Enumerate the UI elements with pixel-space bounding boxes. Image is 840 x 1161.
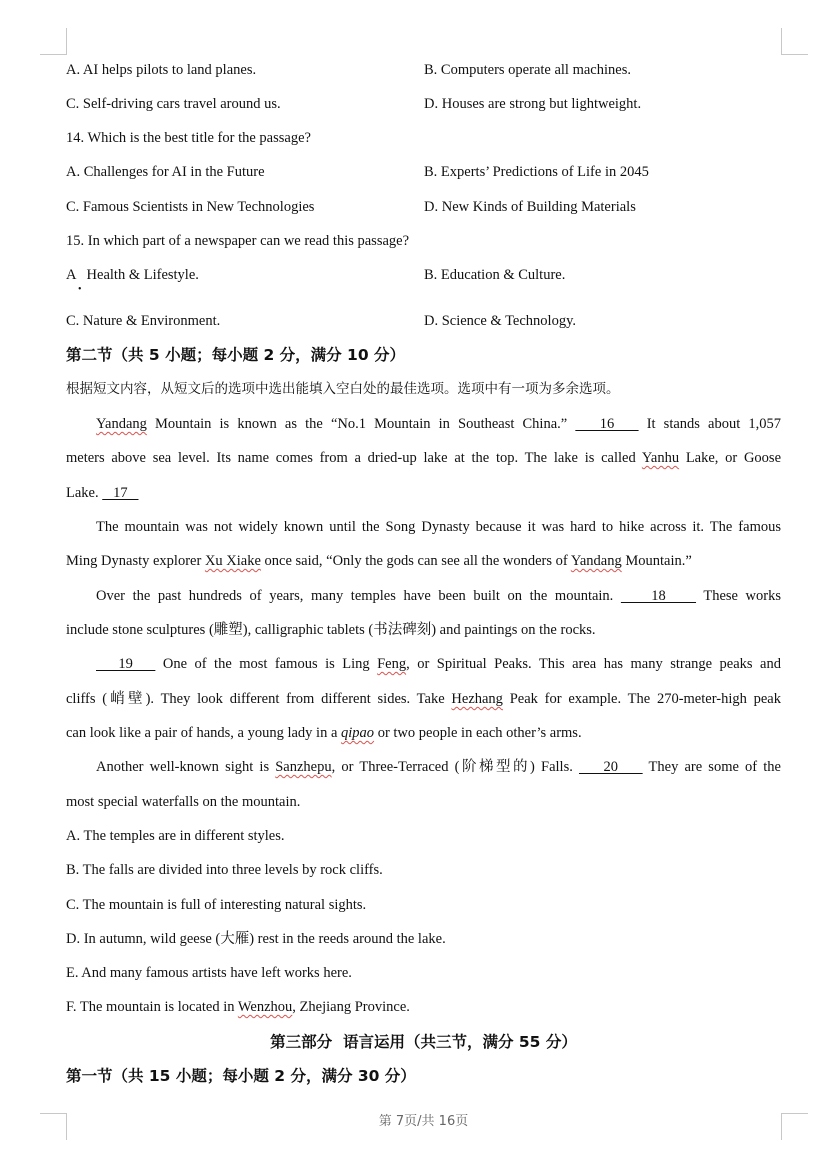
q13-option-c: C. Self-driving cars travel around us.: [66, 96, 281, 112]
blank-19[interactable]: 19: [96, 656, 156, 672]
text: Mountain.”: [621, 553, 692, 569]
passage-p1-line2: [66, 449, 781, 467]
text: , or Three-Terraced (阶梯型的) Falls.: [331, 759, 579, 775]
text: It stands about 1,057: [638, 416, 782, 432]
text: Over the past hundreds of years, many temples have been built on the mountain.: [96, 588, 621, 604]
text: , or Spiritual Peaks. This area has many strange peaks and: [406, 656, 781, 672]
text: One of the most famous is Ling: [155, 656, 378, 672]
text: cliffs (峭壁). They look different from different sides. Take: [66, 691, 452, 707]
passage-p2-line2: [66, 552, 692, 570]
text: F. The mountain is located in: [66, 999, 238, 1015]
passage-p1-line1: [96, 415, 781, 433]
passage-p4-line3: [66, 724, 582, 742]
q15-option-d: D. Science & Technology.: [424, 313, 577, 329]
passage-p1-line3: [66, 484, 138, 502]
option-a: A. The temples are in different styles.: [66, 828, 285, 844]
option-c: C. The mountain is full of interesting natural sights.: [66, 897, 367, 913]
q14-stem: 14. Which is the best title for the passage?: [66, 130, 311, 146]
text: or two people in each other’s arms.: [374, 725, 582, 741]
crop-mark-bottom-left: [40, 1113, 67, 1140]
q14-option-d: D. New Kinds of Building Materials: [424, 199, 636, 215]
q15-option-b: B. Education & Culture.: [424, 267, 566, 283]
word-yandang: Yandang: [96, 416, 147, 432]
q13-option-a: A. AI helps pilots to land planes.: [66, 62, 257, 78]
word-wenzhou: Wenzhou: [237, 999, 293, 1015]
text: Mountain is known as the “No.1 Mountain in Southeast China.”: [146, 416, 576, 432]
crop-mark-top-right: [781, 28, 808, 55]
crop-mark-top-left: [40, 28, 67, 55]
word-feng: Feng: [377, 656, 407, 672]
text: Peak for example. The 270-meter-high peak: [502, 691, 781, 707]
part3-heading: 第三部分 语言运用（共三节，满分 55 分）: [270, 1033, 577, 1051]
section2-instruction: 根据短文内容，从短文后的选项中选出能填入空白处的最佳选项。选项中有一项为多余选项。: [66, 381, 620, 397]
option-e: E. And many famous artists have left works here.: [66, 965, 352, 981]
text: , Zhejiang Province.: [292, 999, 410, 1015]
word-xu-xiake: Xu Xiake: [204, 553, 261, 569]
text: Another well-known sight is: [96, 759, 276, 775]
passage-p3-line2: include stone sculptures (雕塑), calligraphic tablets (书法碑刻) and paintings on the rocks.: [66, 622, 596, 638]
word-yandang: Yandang: [570, 553, 622, 569]
passage-p5-line1: [96, 758, 781, 776]
passage-p4-line2: [66, 690, 781, 708]
q13-option-b: B. Computers operate all machines.: [424, 62, 631, 78]
passage-p4-line1: [96, 655, 781, 673]
crop-mark-bottom-right: [781, 1113, 808, 1140]
word-qipao: qipao: [341, 725, 375, 741]
section2-heading: 第二节（共 5 小题；每小题 2 分，满分 10 分）: [66, 346, 406, 364]
text: They are some of the: [642, 759, 781, 775]
text: meters above sea level. Its name comes from a dried-up lake at the top. The lake is called: [66, 450, 642, 466]
blank-17[interactable]: 17: [102, 485, 139, 501]
part3-section1-heading: 第一节（共 15 小题；每小题 2 分，满分 30 分）: [66, 1067, 416, 1085]
q14-option-c: C. Famous Scientists in New Technologies: [66, 199, 315, 215]
passage-p5-line2: most special waterfalls on the mountain.: [66, 794, 301, 810]
text: once said, “Only the gods can see all the wonders of: [260, 553, 571, 569]
q15-option-a: A Health & Lifestyle.: [66, 267, 199, 283]
blank-18[interactable]: 18: [620, 588, 697, 604]
q15-stem: 15. In which part of a newspaper can we read this passage?: [66, 233, 410, 249]
word-yanhu: Yanhu: [641, 450, 680, 466]
text: Lake.: [66, 485, 103, 501]
text: These works: [696, 588, 781, 604]
word-sanzhepu: Sanzhepu: [275, 759, 332, 775]
blank-20[interactable]: 20: [578, 759, 643, 775]
passage-p2-line1: The mountain was not widely known until the Song Dynasty because it was hard to hike across it. The famous: [96, 519, 781, 535]
q13-option-d: D. Houses are strong but lightweight.: [424, 96, 642, 112]
q14-option-a: A. Challenges for AI in the Future: [66, 164, 265, 180]
page-footer: 第 7页/共 16页: [378, 1114, 469, 1129]
stray-dot: •: [78, 284, 82, 295]
option-d: D. In autumn, wild geese (大雁) rest in the reeds around the lake.: [66, 931, 446, 947]
q15-option-c: C. Nature & Environment.: [66, 313, 221, 329]
text: Ming Dynasty explorer: [66, 553, 205, 569]
passage-p3-line1: [96, 587, 781, 605]
text: can look like a pair of hands, a young lady in a: [66, 725, 342, 741]
q14-option-b: B. Experts’ Predictions of Life in 2045: [424, 164, 649, 180]
blank-16[interactable]: 16: [575, 416, 639, 432]
option-f: [66, 998, 410, 1016]
text: Lake, or Goose: [679, 450, 782, 466]
word-hezhang: Hezhang: [451, 691, 503, 707]
option-b: B. The falls are divided into three levels by rock cliffs.: [66, 862, 383, 878]
